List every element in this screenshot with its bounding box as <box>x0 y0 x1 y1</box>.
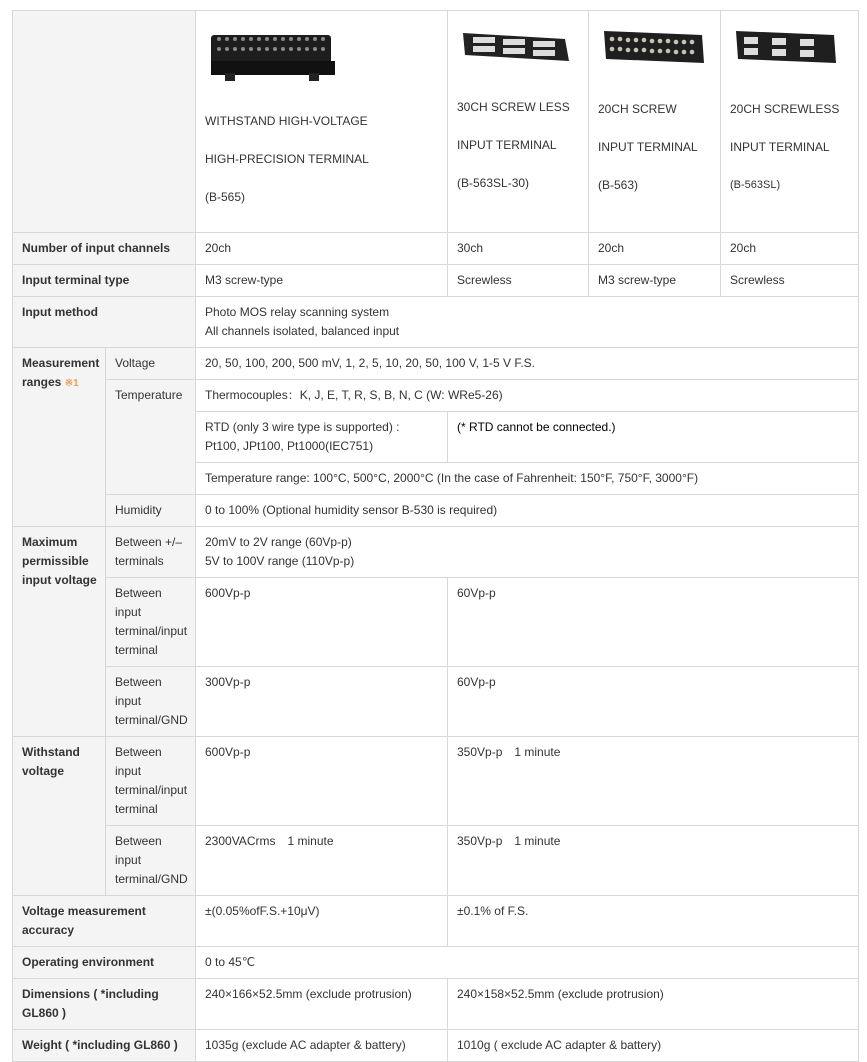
cell-value: 240×158×52.5mm (exclude protrusion) <box>448 979 859 1030</box>
row-withstand-gnd <box>13 826 859 896</box>
cell-value: 0 to 100% (Optional humidity sensor B-530 is required) <box>196 495 859 527</box>
cell-value: 60Vp-p <box>448 667 859 737</box>
footnote-mark: ※1 <box>64 378 79 389</box>
cell-value: 20ch <box>196 233 448 265</box>
terminal-block-black-screw-image <box>205 17 345 87</box>
cell-value: Temperature range: 100°C, 500°C, 2000°C (In the case of Fahrenheit: 150°F, 750°F, 3000°F) <box>196 463 859 495</box>
row-label: Withstand voltage <box>13 737 106 896</box>
row-withstand-io <box>13 737 859 826</box>
row-label: Weight ( *including GL860 ) <box>13 1030 196 1062</box>
cell-value: 2300VACrms 1 minute <box>196 826 448 896</box>
cell-value: 600Vp-p <box>196 578 448 667</box>
row-channels <box>13 233 859 265</box>
cell-value: 600Vp-p <box>196 737 448 826</box>
sub-label: Voltage <box>106 348 196 380</box>
row-environment <box>13 947 859 979</box>
cell-value: 350Vp-p 1 minute <box>448 826 859 896</box>
spec-table <box>12 10 859 1062</box>
row-label: Maximum permissible input voltage <box>13 527 106 737</box>
row-meas-temp <box>13 380 859 412</box>
cell-value: Screwless <box>448 265 589 297</box>
sub-label: Humidity <box>106 495 196 527</box>
row-label-measurement: Measurement ranges ※1 <box>13 348 106 527</box>
cell-value: Photo MOS relay scanning system All channels isolated, balanced input <box>196 297 859 348</box>
cell-value: ±(0.05%ofF.S.+10μV) <box>196 896 448 947</box>
row-max-io <box>13 578 859 667</box>
cell-value: Thermocouples：K, J, E, T, R, S, B, N, C (W: WRe5-26) <box>196 380 859 412</box>
product-name: 30CH SCREW LESS INPUT TERMINAL (B-563SL-30) <box>457 100 570 190</box>
product-b563 <box>589 11 721 233</box>
cell-value: (* RTD cannot be connected.) <box>448 412 859 463</box>
cell-value: 300Vp-p <box>196 667 448 737</box>
sub-label: Temperature <box>106 380 196 495</box>
cell-value: 350Vp-p 1 minute <box>448 737 859 826</box>
row-meas-humidity <box>13 495 859 527</box>
product-header-row <box>13 11 859 233</box>
header-corner <box>13 11 196 233</box>
terminal-block-screwless-image <box>457 17 573 73</box>
row-label: Input method <box>13 297 196 348</box>
row-label: Input terminal type <box>13 265 196 297</box>
cell-value: RTD (only 3 wire type is supported) : Pt100, JPt100, Pt1000(IEC751) <box>196 412 448 463</box>
row-label: Operating environment <box>13 947 196 979</box>
row-dimensions <box>13 979 859 1030</box>
terminal-block-screwless-20-image <box>730 17 840 75</box>
cell-value: ±0.1% of F.S. <box>448 896 859 947</box>
terminal-block-screw-image <box>598 17 708 75</box>
row-accuracy <box>13 896 859 947</box>
cell-value: 20ch <box>721 233 859 265</box>
row-terminal-type <box>13 265 859 297</box>
row-label: Dimensions ( *including GL860 ) <box>13 979 196 1030</box>
cell-value: Screwless <box>721 265 859 297</box>
row-weight <box>13 1030 859 1062</box>
row-max-gnd <box>13 667 859 737</box>
row-meas-voltage <box>13 348 859 380</box>
cell-value: 60Vp-p <box>448 578 859 667</box>
cell-value: M3 screw-type <box>589 265 721 297</box>
cell-value: 1035g (exclude AC adapter & battery) <box>196 1030 448 1062</box>
product-b563sl-30 <box>448 11 589 233</box>
sub-label: Between +/– terminals <box>106 527 196 578</box>
product-b565 <box>196 11 448 233</box>
cell-value: 20ch <box>589 233 721 265</box>
cell-value: 1010g ( exclude AC adapter & battery) <box>448 1030 859 1062</box>
cell-value: 30ch <box>448 233 589 265</box>
row-max-pm <box>13 527 859 578</box>
row-label: Voltage measurement accuracy <box>13 896 196 947</box>
cell-value: 0 to 45℃ <box>196 947 859 979</box>
sub-label: Between input terminal/input terminal <box>106 578 196 667</box>
cell-value: 20mV to 2V range (60Vp-p) 5V to 100V range (110Vp-p) <box>196 527 859 578</box>
product-name: 20CH SCREWLESS INPUT TERMINAL (B-563SL) <box>730 102 840 191</box>
sub-label: Between input terminal/input terminal <box>106 737 196 826</box>
sub-label: Between input terminal/GND <box>106 667 196 737</box>
row-label: Number of input channels <box>13 233 196 265</box>
cell-value: 20, 50, 100, 200, 500 mV, 1, 2, 5, 10, 20, 50, 100 V, 1-5 V F.S. <box>196 348 859 380</box>
row-input-method <box>13 297 859 348</box>
product-b563sl <box>721 11 859 233</box>
cell-value: 240×166×52.5mm (exclude protrusion) <box>196 979 448 1030</box>
product-name: 20CH SCREW INPUT TERMINAL (B-563) <box>598 102 698 192</box>
cell-value: M3 screw-type <box>196 265 448 297</box>
product-name: WITHSTAND HIGH-VOLTAGE HIGH-PRECISION TERMINAL (B-565) <box>205 114 369 204</box>
sub-label: Between input terminal/GND <box>106 826 196 896</box>
